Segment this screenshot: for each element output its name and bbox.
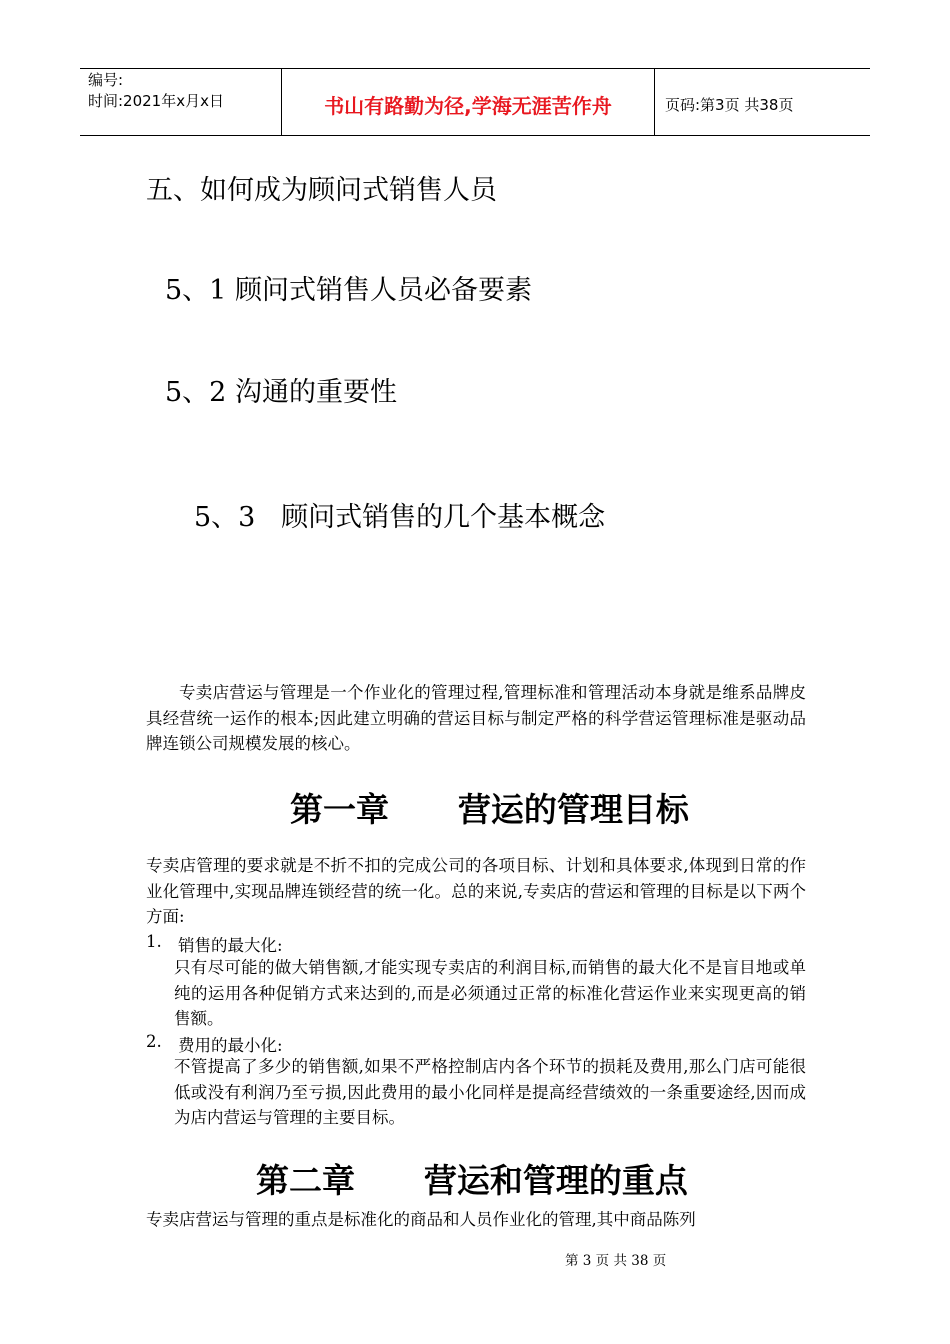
list-item-2-number: 2. (146, 1032, 162, 1051)
list-item-1-text: 只有尽可能的做大销售额,才能实现专卖店的利润目标,而销售的最大化不是盲目地或单纯的运用各种促销方式来达到的,而是必须通过正常的标准化营运作业来实现更高的销售额。 (174, 958, 806, 1028)
header-divider-left (281, 68, 282, 136)
chapter-2-title: 第二章 营运和管理的重点 (256, 1161, 688, 1200)
toc-item-1: 5、1 顾问式销售人员必备要素 (165, 275, 532, 306)
header-top-border (80, 68, 870, 69)
header-bottom-border (80, 135, 870, 136)
chapter-1-body: 专卖店管理的要求就是不折不扣的完成公司的各项目标、计划和具体要求,体现到日常的作业化管理中,实现品牌连锁经营的统一化。总的来说,专卖店的营运和管理的目标是以下两个方面: (146, 856, 806, 926)
page-footer: 第 3 页 共 38 页 (565, 1253, 667, 1269)
header-date-label: 时间:2021年x月x日 (88, 92, 224, 110)
list-item-1-title: 销售的最大化: (178, 936, 283, 955)
toc-item-3: 5、3 顾问式销售的几个基本概念 (194, 502, 606, 533)
toc-section-title: 五、如何成为顾问式销售人员 (146, 175, 497, 206)
header-meta (88, 70, 224, 112)
toc-item-2: 5、2 沟通的重要性 (165, 377, 397, 408)
header-code-label: 编号: (88, 71, 124, 89)
header-divider-right (654, 68, 655, 136)
header-page-info: 页码:第3页 共38页 (665, 96, 794, 114)
list-item-2-title: 费用的最小化: (178, 1036, 283, 1055)
header-motto: 书山有路勤为径,学海无涯苦作舟 (324, 94, 612, 118)
chapter-2-body: 专卖店营运与管理的重点是标准化的商品和人员作业化的管理,其中商品陈列 (146, 1210, 696, 1229)
list-item-1-number: 1. (146, 932, 162, 951)
intro-paragraph: 专卖店营运与管理是一个作业化的管理过程,管理标准和管理活动本身就是维系品牌皮具经营统一运作的根本;因此建立明确的营运目标与制定严格的科学营运管理标准是驱动品牌连锁公司规模发展的核心。 (146, 683, 806, 753)
list-item-2-text: 不管提高了多少的销售额,如果不严格控制店内各个环节的损耗及费用,那么门店可能很低或没有利润乃至亏损,因此费用的最小化同样是提高经营绩效的一条重要途经,因而成为店内营运与管理的主要目标。 (174, 1057, 806, 1127)
chapter-1-title: 第一章 营运的管理目标 (290, 790, 689, 829)
